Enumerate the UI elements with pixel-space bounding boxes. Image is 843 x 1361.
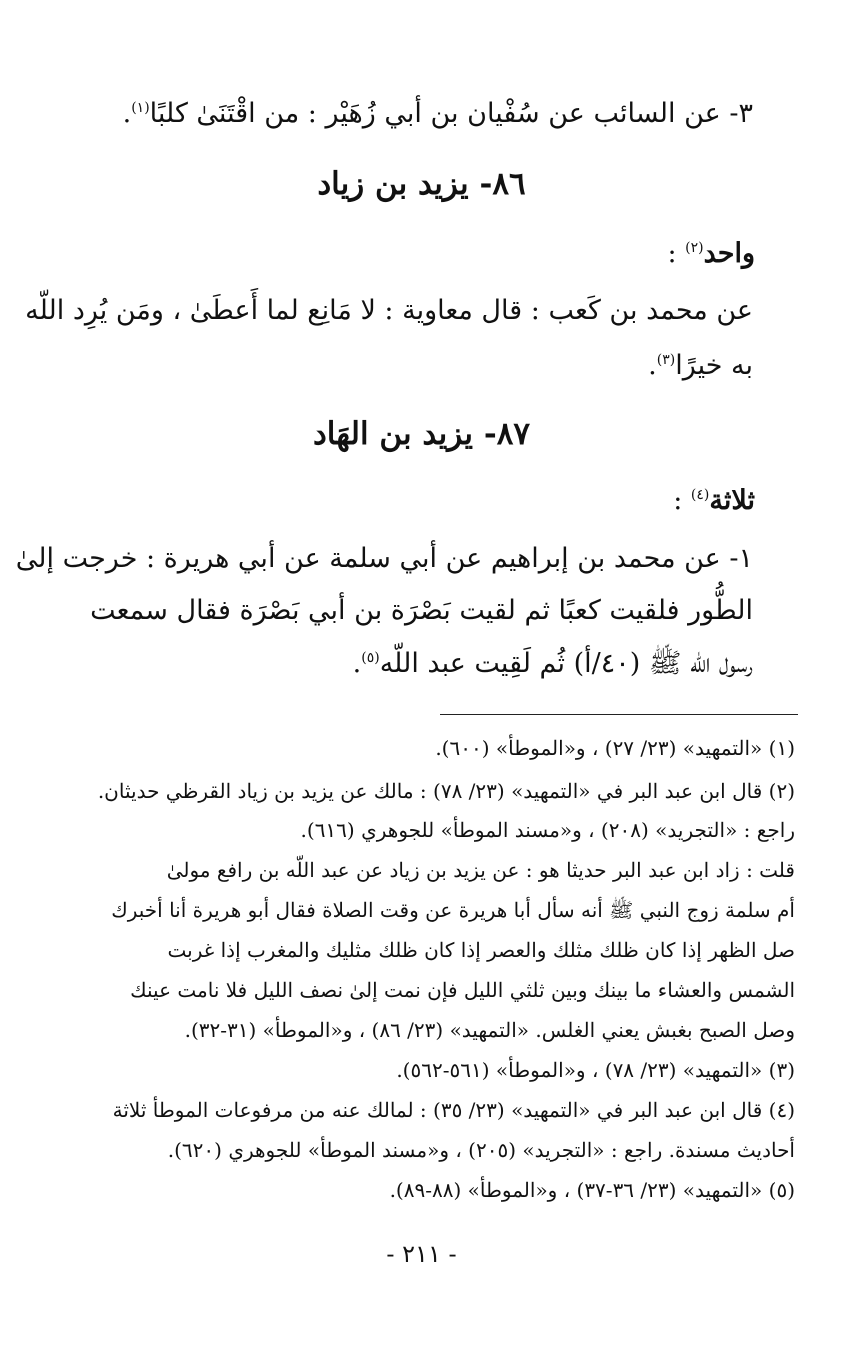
section-heading-86: ٨٦- يزيد بن زياد [317, 166, 526, 202]
page-number: - ٢١١ - [386, 1240, 457, 1268]
footnote-line: راجع : «التجريد» (٢٠٨) ، و«مسند الموطأ» للجوهري (٦١٦). [300, 818, 795, 842]
item-1-line-3-text: رسول اللّه ﷺ (٤٠/أ) ثُم لَقِيت عبد اللّه [379, 648, 753, 679]
label-wahid: واحد$^{(٢)}$ : [667, 238, 755, 269]
footnote-line: (٥) «التمهيد» (٢٣/ ٣٦-٣٧) ، و«الموطأ» (٨٨-٨٩). [389, 1178, 795, 1202]
footnote-ref-4: (٤) [690, 487, 710, 503]
section-heading-87: ٨٧- يزيد بن الهَاد [312, 416, 530, 452]
footnote-line: (٢) قال ابن عبد البر في «التمهيد» (٢٣/ ٧٨) : مالك عن يزيد بن زياد القرظي حديثان. [97, 779, 795, 803]
footnote-line: صل الظهر إذا كان ظلك مثلك والعصر إذا كان ظلك مثليك والمغرب إذا غربت [167, 938, 795, 962]
wahid-text-line-1: عن محمد بن كَعب : قال معاوية : لا مَانِع لما أَعطَىٰ ، ومَن يُرِد اللّه [25, 295, 753, 326]
footnote-line: (١) «التمهيد» (٢٣/ ٢٧) ، و«الموطأ» (٦٠٠). [435, 736, 795, 760]
footnote-ref-1: (١) [131, 100, 150, 116]
footnote-line: (٣) «التمهيد» (٢٣/ ٧٨) ، و«الموطأ» (٥٦١-٥٦٢). [396, 1058, 795, 1082]
footnote-divider [440, 714, 798, 715]
footnote-ref-5: (٥) [361, 650, 380, 666]
footnote-ref-2: (٢) [685, 240, 704, 256]
item-1-line-3: رسول اللّه ﷺ (٤٠/أ) ثُم لَقِيت عبد اللّه$^{(٥)}$. [352, 648, 753, 679]
item-1-line-2: الطُّور فلقيت كعبًا ثم لقيت بَصْرَة بن أبي بَصْرَة فقال سمعت [90, 595, 753, 626]
footnote-line: وصل الصبح بغبش يعني الغلس. «التمهيد» (٢٣/ ٨٦) ، و«الموطأ» (٣١-٣٢). [184, 1018, 795, 1042]
item-3-line: ٣- عن السائب عن سُفْيان بن أبي زُهَيْر : من اقْتَنَىٰ كلبًا [149, 98, 753, 129]
footnote-line: (٤) قال ابن عبد البر في «التمهيد» (٢٣/ ٣٥) : لمالك عنه من مرفوعات الموطأ ثلاثة [112, 1098, 795, 1122]
footnote-line: الشمس والعشاء ما بينك وبين ثلثي الليل فإن نمت إلىٰ نصف الليل فلا نامت عينك [130, 978, 795, 1002]
footnote-ref-3: (٣) [656, 352, 676, 368]
label-wahid-text: واحد [703, 238, 755, 269]
label-thalatha-text: ثلاثة [709, 485, 755, 516]
item-3-text: ٣- عن السائب عن سُفْيان بن أبي زُهَيْر : من اقْتَنَىٰ كلبًا$^{(١)}$. [122, 98, 753, 129]
item-1-line-1: ١- عن محمد بن إبراهيم عن أبي سلمة عن أبي هريرة : خرجت إلىٰ [15, 543, 753, 574]
wahid-line-2: به خيرًا [675, 350, 753, 381]
wahid-text-line-2: به خيرًا$^{(٣)}$. [648, 350, 753, 381]
footnote-line: قلت : زاد ابن عبد البر حديثا هو : عن يزيد بن زياد عن عبد اللّه بن رافع مولىٰ [166, 858, 795, 882]
label-thalatha: ثلاثة$^{(٤)}$ : [673, 485, 755, 516]
footnote-line: أحاديث مسندة. راجع : «التجريد» (٢٠٥) ، و«مسند الموطأ» للجوهري (٦٢٠). [167, 1138, 795, 1162]
footnote-line: أم سلمة زوج النبي ﷺ أنه سأل أبا هريرة عن وقت الصلاة فقال أبو هريرة أنا أخبرك [111, 898, 795, 922]
